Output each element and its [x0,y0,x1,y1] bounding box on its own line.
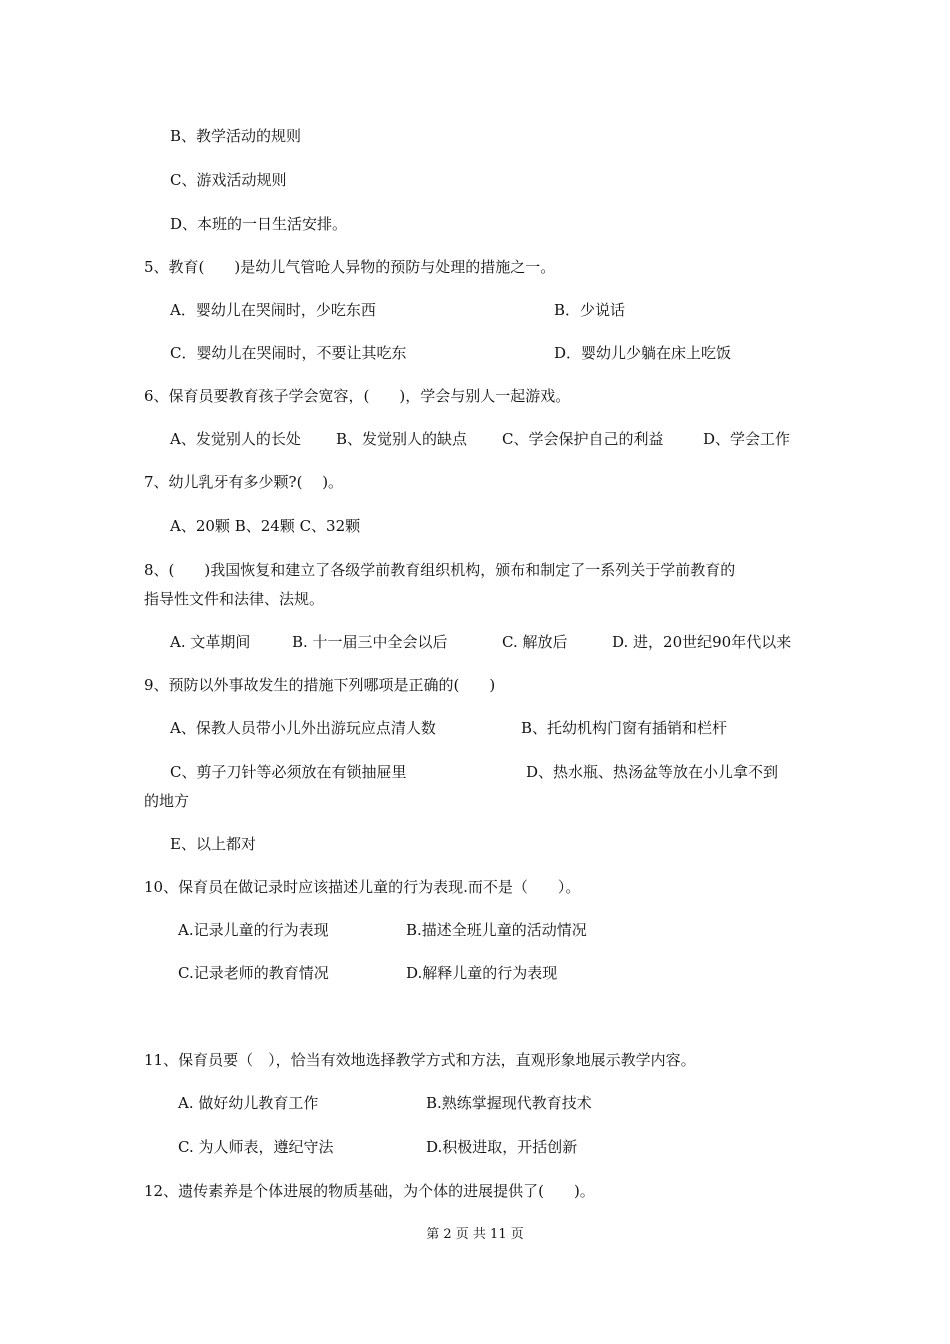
q9-option-d: D、热水瓶、热汤盆等放在小儿拿不到 [526,763,779,781]
q6-option-d: D、学会工作 [703,430,791,448]
q10-option-d: D.解释儿童的行为表现 [406,964,558,982]
q8-option-c: C. 解放后 [502,633,568,651]
q9-option-e: E、以上都对 [170,835,256,853]
q10-option-b: B.描述全班儿童的活动情况 [406,921,587,939]
q9-option-c: C、剪子刀针等必须放在有锁抽屉里 [170,763,407,781]
q11-option-c: C. 为人师表，遵纪守法 [178,1138,334,1156]
q12-stem: 12、遗传素养是个体进展的物质基础，为个体的进展提供了( )。 [144,1182,595,1200]
q9-option-b: B、托幼机构门窗有插销和栏杆 [521,719,728,737]
q9-option-d-continued: 的地方 [144,792,190,810]
q8-stem-line1: 8、( )我国恢复和建立了各级学前教育组织机构，颁布和制定了一系列关于学前教育的 [144,561,736,579]
q11-option-a: A. 做好幼儿教育工作 [178,1094,319,1112]
q6-stem: 6、保育员要教育孩子学会宽容，( )，学会与别人一起游戏。 [144,387,571,405]
q11-option-b: B.熟练掌握现代教育技术 [426,1094,592,1112]
q9-stem: 9、预防以外事故发生的措施下列哪项是正确的( ) [144,676,496,694]
q5-option-a: A．婴幼儿在哭闹时，少吃东西 [170,301,376,319]
q6-option-c: C、学会保护自己的利益 [502,430,664,448]
q8-option-a: A. 文革期间 [170,633,251,651]
q5-option-c: C．婴幼儿在哭闹时，不要让其吃东 [170,344,407,362]
page-number-footer: 第 2 页 共 11 页 [426,1227,524,1242]
q8-option-b: B. 十一届三中全会以后 [292,633,448,651]
q10-stem: 10、保育员在做记录时应该描述儿童的行为表现.而不是（ ）。 [144,878,581,896]
q10-option-a: A.记录儿童的行为表现 [178,921,329,939]
q5-option-d: D．婴幼儿少躺在床上吃饭 [554,344,732,362]
q7-stem: 7、幼儿乳牙有多少颗?( )。 [144,473,344,491]
q6-option-b: B、发觉别人的缺点 [336,430,468,448]
q5-option-b: B．少说话 [554,301,626,319]
q4-option-d: D、本班的一日生活安排。 [170,215,348,233]
q11-stem: 11、保育员要（ ），恰当有效地选择教学方式和方法，直观形象地展示教学内容。 [144,1051,696,1069]
q4-option-c: C、游戏活动规则 [170,171,287,189]
q4-option-b: B、教学活动的规则 [170,127,302,145]
q6-option-a: A、发觉别人的长处 [170,430,301,448]
q5-stem: 5、教育( )是幼儿气管呛人异物的预防与处理的措施之一。 [144,258,556,276]
q9-option-a: A、保教人员带小儿外出游玩应点清人数 [170,719,436,737]
q8-option-d: D. 进，20世纪90年代以来 [612,633,792,651]
q8-stem-line2: 指导性文件和法律、法规。 [144,590,325,608]
q10-option-c: C.记录老师的教育情况 [178,964,329,982]
q7-options: A、20颗 B、24颗 C、32颗 [170,517,361,535]
q11-option-d: D.积极进取，开括创新 [426,1138,578,1156]
